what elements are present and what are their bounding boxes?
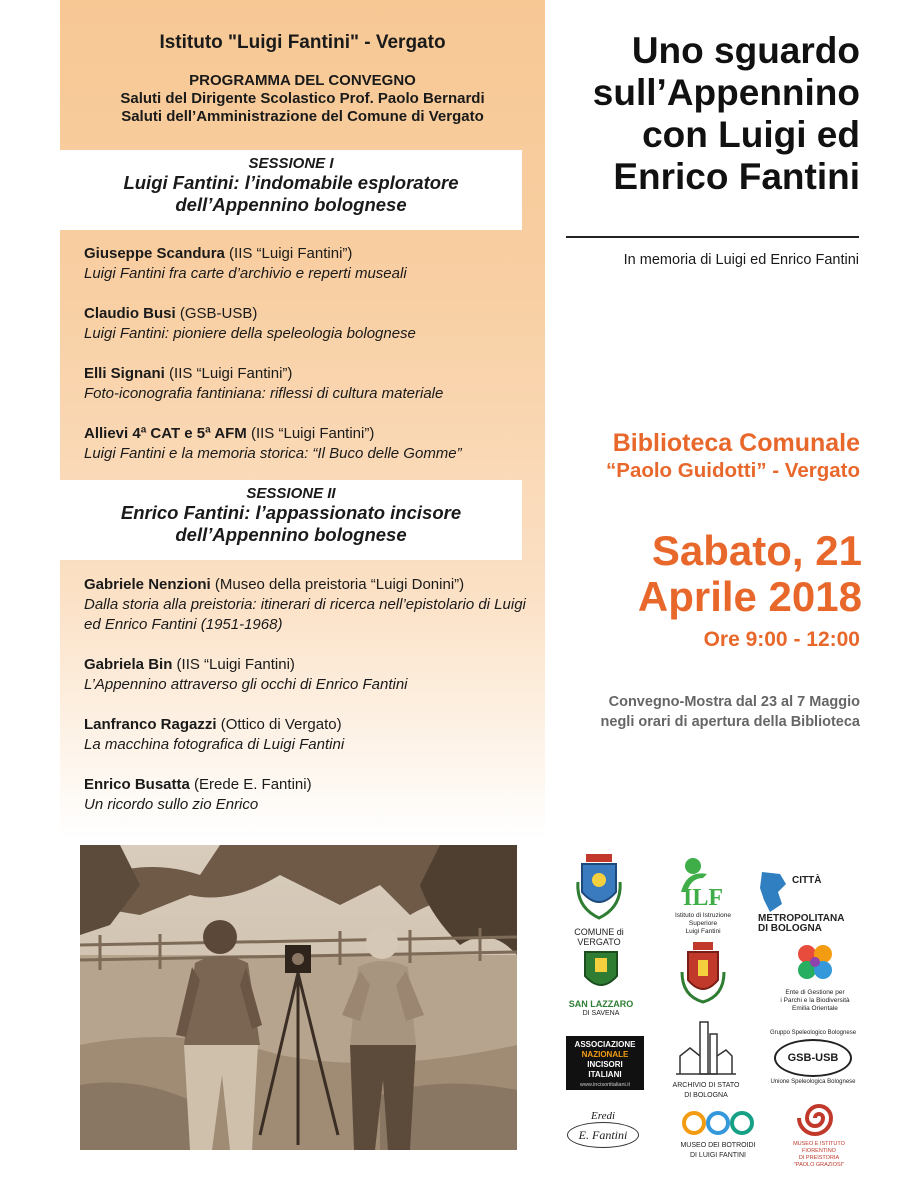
logo-caption: INCISORI (587, 1060, 623, 1069)
logo-caption: VERGATO (577, 937, 621, 947)
museo-botroidi-logo (676, 1110, 760, 1161)
speaker-affiliation: (IIS “Luigi Fantini”) (224, 245, 353, 262)
logo-caption: DI LUIGI FANTINI (689, 1152, 746, 1159)
talk-item (84, 715, 544, 755)
talk-item (84, 575, 544, 635)
logo-caption: ARCHIVIO DI STATO (672, 1082, 740, 1089)
logo-caption: ITALIANI (588, 1070, 622, 1079)
talk-topic: Luigi Fantini e la memoria storica: “Il Buco delle Gomme” (84, 445, 462, 462)
venue (550, 428, 860, 484)
crest-icon (574, 852, 624, 922)
museo-preistoria-logo (776, 1100, 862, 1169)
ilf-mark: ILF (682, 885, 723, 911)
venue-line: Biblioteca Comunale (612, 429, 860, 457)
event-title (560, 30, 860, 198)
towers-icon (676, 1020, 736, 1076)
eredi-fantini-logo (548, 1110, 658, 1156)
talk-topic: Un ricordo sullo zio Enrico (84, 796, 259, 813)
logo-caption: Eredi (590, 1110, 616, 1122)
speaker-affiliation: (Ottico di Vergato) (216, 716, 342, 733)
title-line: con Luigi ed (642, 114, 860, 155)
talk-item (84, 364, 544, 404)
logo-caption: Gruppo Speleologico Bolognese (769, 1030, 857, 1036)
logo-caption: DI BOLOGNA (758, 923, 822, 934)
logo-caption: CITTÀ (792, 875, 822, 886)
speaker-name: Giuseppe Scandura (84, 245, 225, 262)
logo-caption: www.incisoriitaliani.it (579, 1082, 631, 1088)
ilf-logo (662, 856, 744, 936)
spiral-icon (794, 1100, 844, 1136)
session-label: SESSIONE I (248, 155, 334, 172)
speaker-affiliation: (IIS “Luigi Fantini”) (164, 365, 293, 382)
speaker-name: Claudio Busi (84, 305, 176, 322)
session-title-line: Enrico Fantini: l’appassionato incisore (120, 502, 462, 523)
exhibition-note (550, 692, 860, 732)
logo-caption: DI SAVENA (582, 1010, 620, 1017)
title-divider (566, 236, 859, 238)
session-2-box (60, 480, 522, 560)
talk-topic: La macchina fotografica di Luigi Fantini (84, 736, 345, 753)
event-time: Ore 9:00 - 12:00 (703, 628, 860, 651)
talk-item (84, 424, 544, 464)
speaker-affiliation: (Erede E. Fantini) (189, 776, 312, 793)
logo-caption: COMUNE di (574, 927, 624, 937)
speaker-affiliation: (Museo della preistoria “Luigi Donini”) (210, 576, 465, 593)
session-label: SESSIONE II (246, 485, 336, 502)
eredi-signature: E. Fantini (567, 1122, 639, 1148)
citta-metropolitana-logo (758, 870, 862, 934)
logo-caption: Ente di Gestione per (785, 989, 845, 996)
sepia-photograph (80, 845, 517, 1150)
exhibition-line: negli orari di apertura della Biblioteca (600, 714, 860, 730)
logo-caption: MUSEO E ISTITUTO FIORENTINO (793, 1141, 845, 1154)
logo-caption: DI PREISTORIA (798, 1155, 840, 1161)
logo-caption: Istituto di Istruzione Superiore (675, 912, 731, 927)
talk-item (84, 775, 544, 815)
logo-caption: Emilia Orientale (792, 1005, 838, 1012)
logo-caption: SAN LAZZARO (568, 999, 634, 1009)
logo-caption: MUSEO DEI BOTROIDI (680, 1142, 756, 1149)
exhibition-line: Convegno-Mostra dal 23 al 7 Maggio (608, 694, 860, 710)
program-panel (60, 0, 545, 840)
logo-caption: "PAOLO GRAZIOSI" (793, 1162, 845, 1168)
municipal-crest-logo (678, 940, 728, 1011)
crest-icon (579, 948, 623, 994)
rings-icon (680, 1110, 756, 1136)
ente-parchi-logo (770, 940, 860, 1013)
speaker-name: Enrico Busatta (84, 776, 190, 793)
logo-caption: DI BOLOGNA (684, 1092, 728, 1099)
speaker-affiliation: (IIS “Luigi Fantini”) (246, 425, 375, 442)
gsb-mark: GSB-USB (774, 1039, 852, 1077)
date-line: Sabato, 21 (651, 527, 862, 574)
archivio-stato-logo (668, 1020, 744, 1101)
logo-caption: METROPOLITANA (758, 913, 845, 924)
speaker-name: Elli Signani (84, 365, 165, 382)
institute-title: Istituto "Luigi Fantini" - Vergato (159, 32, 446, 53)
logo-caption: Luigi Fantini (685, 928, 721, 935)
logo-caption: NAZIONALE (581, 1050, 629, 1059)
san-lazzaro-logo (566, 948, 636, 1019)
event-date (550, 528, 862, 620)
talk-topic: L’Appennino attraverso gli occhi di Enrico Fantini (84, 676, 408, 693)
greeting-line: Saluti del Dirigente Scolastico Prof. Paolo Bernardi (120, 90, 485, 107)
memoria-subtitle: In memoria di Luigi ed Enrico Fantini (623, 252, 859, 268)
talk-topic: Foto-iconografia fantiniana: riflessi di cultura materiale (84, 385, 444, 402)
session-title-line: dell’Appennino bolognese (175, 524, 407, 545)
title-line: Uno sguardo (631, 30, 860, 71)
program-intro (60, 72, 545, 126)
crest-icon (678, 940, 728, 1006)
program-heading: PROGRAMMA DEL CONVEGNO (189, 72, 416, 89)
speaker-name: Gabriele Nenzioni (84, 576, 211, 593)
session-1-box (60, 150, 522, 230)
talk-topic: Dalla storia alla preistoria: itinerari di ricerca nell’epistolario di Luigi ed Enrico Fantini (1951-1968) (84, 596, 526, 633)
speaker-affiliation: (GSB-USB) (175, 305, 258, 322)
talk-topic: Luigi Fantini fra carte d’archivio e reperti museali (84, 265, 407, 282)
venue-line: “Paolo Guidotti” - Vergato (606, 459, 860, 482)
talk-topic: Luigi Fantini: pioniere della speleologia bolognese (84, 325, 416, 342)
title-line: sull’Appennino (592, 72, 860, 113)
session-title-line: Luigi Fantini: l’indomabile esploratore (123, 172, 459, 193)
speaker-name: Allievi 4ª CAT e 5ª AFM (84, 425, 247, 442)
logo-caption: i Parchi e la Biodiversità (780, 997, 850, 1004)
greeting-line: Saluti dell’Amministrazione del Comune di Vergato (121, 108, 484, 125)
talk-item (84, 655, 544, 695)
session-title-line: dell’Appennino bolognese (175, 194, 407, 215)
logo-caption: ASSOCIAZIONE (574, 1040, 636, 1049)
speaker-name: Lanfranco Ragazzi (84, 716, 217, 733)
logo-caption: Unione Speleologica Bolognese (770, 1079, 856, 1085)
region-shape-icon (758, 870, 788, 914)
talk-item (84, 304, 544, 344)
flower-icon (793, 940, 837, 984)
gsb-usb-logo (768, 1030, 858, 1086)
speaker-name: Gabriela Bin (84, 656, 173, 673)
title-line: Enrico Fantini (613, 156, 860, 197)
talk-item (84, 244, 544, 284)
associazione-incisori-logo (566, 1036, 644, 1090)
comune-vergato-logo (566, 852, 632, 947)
speaker-affiliation: (IIS “Luigi Fantini) (172, 656, 295, 673)
date-line: Aprile 2018 (637, 573, 862, 620)
